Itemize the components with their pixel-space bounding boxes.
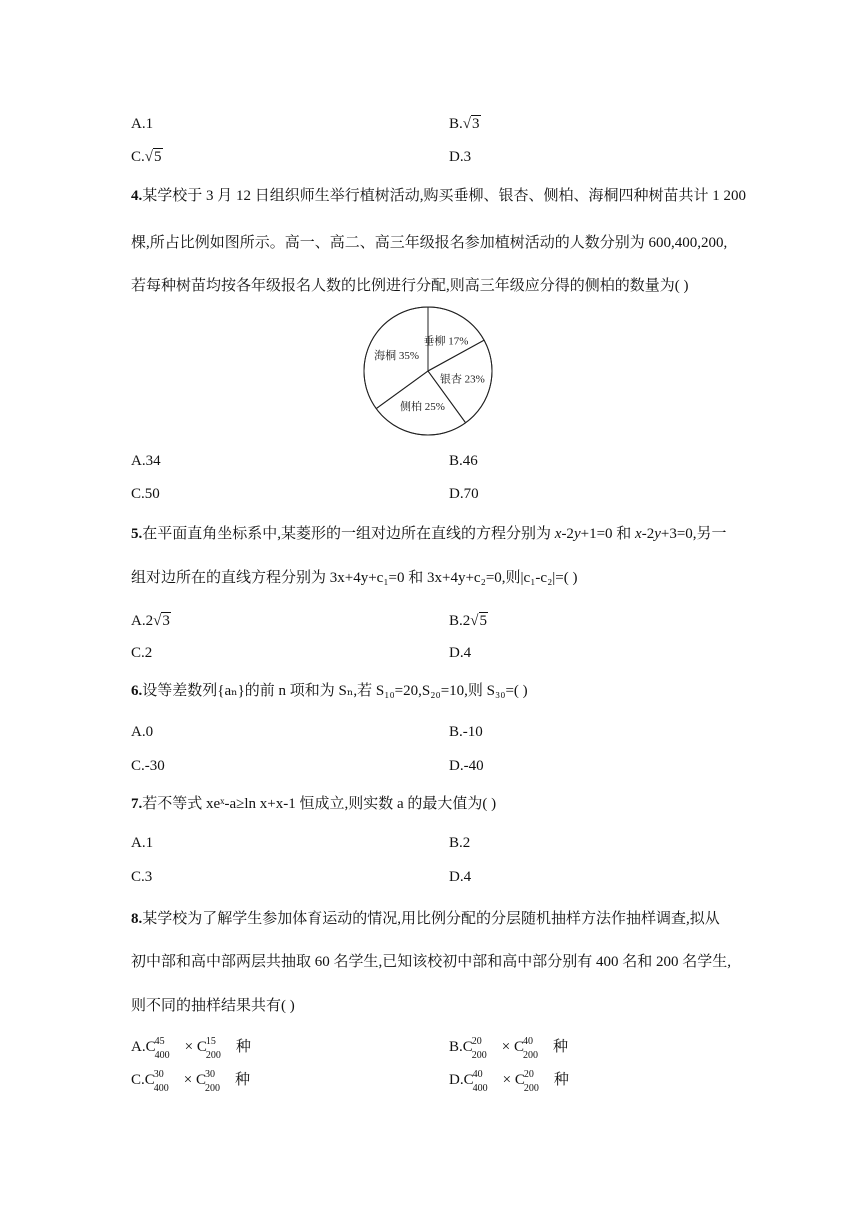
q5-text: +1=0 和 (580, 526, 636, 542)
q3-option-d: D.3 (449, 149, 472, 165)
q6-number: 6. (131, 683, 143, 699)
comb-sub: 200 (523, 1083, 539, 1094)
sqrt-symbol: √5 (470, 613, 487, 629)
q8-option-a-suffix: 种 (235, 1039, 251, 1055)
q4-option-c: C.50 (131, 486, 160, 502)
q5-text: -2 (561, 526, 574, 542)
q7-text: 若不等式 xeˣ-a≥ln x+x-1 恒成立,则实数 a 的最大值为( ) (142, 796, 497, 812)
q3-option-a: A.1 (131, 116, 154, 132)
q8-option-b-prefix: B. (449, 1039, 463, 1055)
comb-sup: 20 (471, 1036, 482, 1047)
comb-sup: 40 (523, 1036, 533, 1047)
combination-c2: C 30 200 (196, 1070, 234, 1090)
var-y: y (654, 526, 661, 542)
comb-sub: 400 (472, 1083, 488, 1094)
comb-sup: 45 (154, 1036, 165, 1047)
q5-text: -2 (641, 526, 655, 542)
q6-option-b: B.-10 (449, 724, 483, 740)
var-y: y (573, 526, 581, 542)
var-x: x (635, 526, 642, 542)
q8-option-b-suffix: 种 (553, 1039, 569, 1055)
comb-sub: 200 (523, 1050, 538, 1061)
q4-line3: 若每种树苗均按各年级报名人数的比例进行分配,则高三年级应分得的侧柏的数量为( ) (131, 278, 689, 294)
q4-option-b: B.46 (449, 453, 478, 469)
combination-c2: C 40 200 (514, 1037, 552, 1057)
combination-c1: C 30 400 (145, 1070, 183, 1090)
q8-option-d-prefix: D. (449, 1072, 464, 1088)
comb-sub: 400 (153, 1083, 169, 1094)
q3-option-b-prefix: B. (449, 116, 463, 132)
q5-line1 (131, 524, 727, 544)
sqrt-symbol: √3 (153, 613, 170, 629)
q5-option-b (449, 611, 488, 631)
q8-line2: 初中部和高中部两层共抽取 60 名学生,已知该校初中部和高中部分别有 400 名和 200 名学生, (131, 954, 732, 970)
comb-sup: 20 (523, 1069, 534, 1080)
q8-option-d-suffix: 种 (553, 1072, 569, 1088)
comb-sup: 15 (205, 1036, 216, 1047)
q4-line1 (131, 186, 746, 206)
q3-option-c-prefix: C. (131, 149, 145, 165)
q4-option-d: D.70 (449, 486, 479, 502)
q5-option-b-prefix: B.2 (449, 613, 471, 629)
combination-c1: C 45 400 (146, 1037, 184, 1057)
q4-text-line1: 某学校于 3 月 12 日组织师生举行植树活动,购买垂柳、银杏、侧柏、海桐四种树苗共计 1 200 (142, 188, 747, 204)
q4-number: 4. (131, 188, 143, 204)
comb-sub: 400 (154, 1050, 170, 1061)
q8-option-a: A.C 45 400 × C 15 200 种 (131, 1037, 251, 1057)
q5-number: 5. (131, 526, 143, 542)
pie-slice-label: 海桐 35% (374, 350, 420, 363)
q4-option-a: A.34 (131, 453, 161, 469)
comb-sub: 200 (471, 1050, 487, 1061)
q7-option-b: B.2 (449, 835, 471, 851)
pie-slice-label: 银杏 23% (439, 373, 485, 386)
q5-text: +3=0,另一 (660, 526, 727, 542)
q3-option-b-radicand: 3 (472, 116, 480, 132)
q5-option-c: C.2 (131, 645, 153, 661)
sqrt-symbol: √5 (144, 149, 162, 165)
q6-option-a: A.0 (131, 724, 154, 740)
q8-text-line1: 某学校为了解学生参加体育运动的情况,用比例分配的分层随机抽样方法作抽样调查,拟从 (142, 911, 720, 927)
q8-option-c-suffix: 种 (235, 1072, 251, 1088)
q6-option-d: D.-40 (449, 758, 484, 774)
q6-option-c: C.-30 (131, 758, 165, 774)
comb-sub: 200 (205, 1050, 221, 1061)
q5-option-b-radicand: 5 (479, 613, 487, 629)
q7-option-d: D.4 (449, 869, 472, 885)
q5-line2: 组对边所在的直线方程分别为 3x+4y+c₁=0 和 3x+4y+c₂=0,则|c₁-c₂|=( ) (131, 570, 578, 586)
q8-option-b: B.C 20 200 × C 40 200 种 (449, 1037, 568, 1057)
q5-option-d: D.4 (449, 645, 472, 661)
comb-sub: 200 (205, 1083, 220, 1094)
q5-option-a-prefix: A.2 (131, 613, 154, 629)
comb-sup: 40 (472, 1069, 483, 1080)
combination-c2: C 15 200 (197, 1037, 235, 1057)
var-x: x (554, 526, 562, 542)
q7-line (131, 794, 496, 814)
comb-sup: 30 (153, 1069, 164, 1080)
q8-option-a-prefix: A. (131, 1039, 146, 1055)
comb-sup: 30 (205, 1069, 215, 1080)
q8-option-d: D.C 40 400 × C 20 200 种 (449, 1070, 569, 1090)
combination-c2: C 20 200 (515, 1070, 553, 1090)
q8-line1 (131, 909, 720, 929)
q8-line3: 则不同的抽样结果共有( ) (131, 998, 295, 1014)
q5-text: 在平面直角坐标系中,某菱形的一组对边所在直线的方程分别为 (142, 526, 555, 542)
q6-text: 设等差数列{aₙ}的前 n 项和为 Sₙ,若 S₁₀=20,S₂₀=10,则 S₃₀=( ) (142, 683, 528, 699)
q3-option-c-radicand: 5 (154, 149, 162, 165)
q3-option-b (449, 114, 481, 134)
q3-option-c (131, 147, 163, 167)
q7-option-a: A.1 (131, 835, 154, 851)
q6-line (131, 681, 528, 701)
sqrt-symbol: √3 (462, 116, 480, 132)
q8-number: 8. (131, 911, 143, 927)
q5-option-a-radicand: 3 (162, 613, 170, 629)
pie-slice-label: 垂柳 17% (423, 335, 469, 348)
pie-chart (362, 305, 494, 437)
combination-c1: C 20 200 (463, 1037, 501, 1057)
combination-c1: C 40 400 (464, 1070, 502, 1090)
q7-number: 7. (131, 796, 143, 812)
q7-option-c: C.3 (131, 869, 153, 885)
q5-option-a (131, 611, 171, 631)
pie-slice-label: 侧柏 25% (400, 400, 445, 413)
q8-option-c: C.C 30 400 × C 30 200 种 (131, 1070, 250, 1090)
q4-line2: 棵,所占比例如图所示。高一、高二、高三年级报名参加植树活动的人数分别为 600,400,200, (131, 235, 728, 251)
q8-option-c-prefix: C. (131, 1072, 145, 1088)
